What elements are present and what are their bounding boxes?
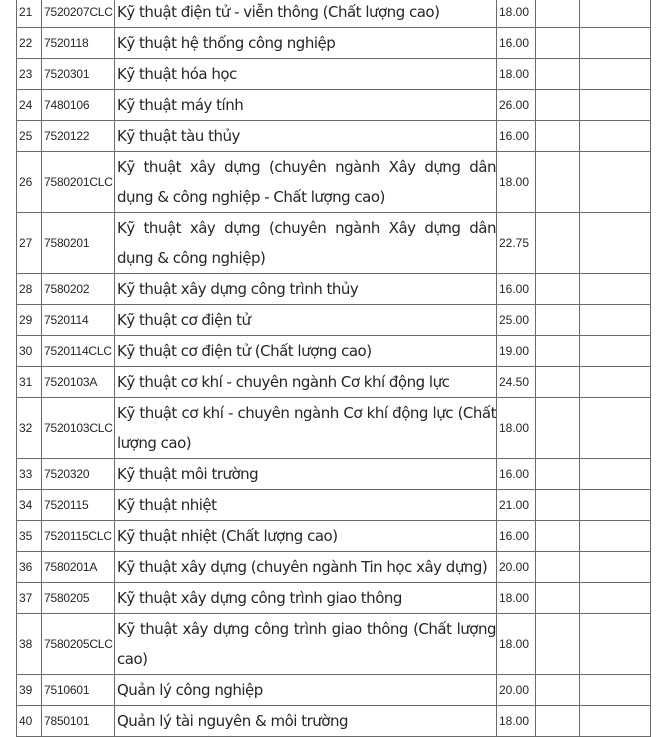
major-name-cell: Kỹ thuật xây dựng công trình giao thông (Chất lượng cao) (115, 614, 497, 675)
table-row (17, 521, 651, 552)
empty-cell (536, 675, 580, 706)
major-name-cell: Kỹ thuật hóa học (115, 59, 497, 90)
major-name-cell: Kỹ thuật tàu thủy (115, 121, 497, 152)
major-code-cell: 7510601 (42, 675, 115, 706)
major-code-cell: 7520118 (42, 28, 115, 59)
row-number-cell: 40 (17, 706, 42, 737)
empty-cell (536, 59, 580, 90)
row-number-cell: 33 (17, 459, 42, 490)
cutoff-score-cell: 16.00 (497, 28, 536, 59)
major-code-cell: 7520301 (42, 59, 115, 90)
major-code-cell: 7520115 (42, 490, 115, 521)
empty-cell (580, 583, 651, 614)
empty-cell (580, 305, 651, 336)
table-row (17, 28, 651, 59)
empty-cell (580, 367, 651, 398)
major-name-cell: Kỹ thuật cơ khí - chuyên ngành Cơ khí động lực (115, 367, 497, 398)
major-name-cell: Kỹ thuật môi trường (115, 459, 497, 490)
empty-cell (536, 583, 580, 614)
row-number-cell: 21 (17, 0, 42, 28)
table-row (17, 90, 651, 121)
cutoff-score-cell: 26.00 (497, 90, 536, 121)
major-name-cell: Kỹ thuật máy tính (115, 90, 497, 121)
cutoff-score-cell: 21.00 (497, 490, 536, 521)
cutoff-score-cell: 20.00 (497, 675, 536, 706)
cutoff-score-cell: 16.00 (497, 121, 536, 152)
cutoff-score-cell: 25.00 (497, 305, 536, 336)
major-name-cell: Quản lý tài nguyên & môi trường (115, 706, 497, 737)
empty-cell (536, 521, 580, 552)
table-row (17, 706, 651, 737)
major-code-cell: 7520320 (42, 459, 115, 490)
admission-score-table-wrapper (16, 0, 651, 737)
row-number-cell: 34 (17, 490, 42, 521)
empty-cell (536, 490, 580, 521)
major-name-cell: Kỹ thuật nhiệt (115, 490, 497, 521)
row-number-cell: 35 (17, 521, 42, 552)
major-code-cell: 7520103CLC (42, 398, 115, 459)
row-number-cell: 30 (17, 336, 42, 367)
empty-cell (536, 552, 580, 583)
table-row (17, 552, 651, 583)
major-code-cell: 7580201 (42, 213, 115, 274)
row-number-cell: 36 (17, 552, 42, 583)
row-number-cell: 27 (17, 213, 42, 274)
major-name-cell: Quản lý công nghiệp (115, 675, 497, 706)
cutoff-score-cell: 24.50 (497, 367, 536, 398)
empty-cell (536, 706, 580, 737)
table-row (17, 675, 651, 706)
empty-cell (580, 90, 651, 121)
major-name-cell: Kỹ thuật xây dựng công trình giao thông (115, 583, 497, 614)
major-name-cell: Kỹ thuật nhiệt (Chất lượng cao) (115, 521, 497, 552)
table-row (17, 490, 651, 521)
cutoff-score-cell: 18.00 (497, 59, 536, 90)
major-code-cell: 7850101 (42, 706, 115, 737)
empty-cell (580, 274, 651, 305)
empty-cell (580, 490, 651, 521)
table-row (17, 59, 651, 90)
empty-cell (536, 152, 580, 213)
cutoff-score-cell: 18.00 (497, 398, 536, 459)
empty-cell (580, 706, 651, 737)
cutoff-score-cell: 18.00 (497, 706, 536, 737)
major-name-cell: Kỹ thuật cơ khí - chuyên ngành Cơ khí động lực (Chất lượng cao) (115, 398, 497, 459)
major-code-cell: 7580205 (42, 583, 115, 614)
major-code-cell: 7480106 (42, 90, 115, 121)
major-code-cell: 7520103A (42, 367, 115, 398)
row-number-cell: 32 (17, 398, 42, 459)
major-name-cell: Kỹ thuật xây dựng (chuyên ngành Xây dựng dân dụng & công nghiệp) (115, 213, 497, 274)
cutoff-score-cell: 20.00 (497, 552, 536, 583)
table-row (17, 614, 651, 675)
major-code-cell: 7520114CLC (42, 336, 115, 367)
major-name-cell: Kỹ thuật cơ điện tử (Chất lượng cao) (115, 336, 497, 367)
table-body (17, 0, 651, 737)
table-row (17, 305, 651, 336)
table-row (17, 459, 651, 490)
cutoff-score-cell: 16.00 (497, 459, 536, 490)
row-number-cell: 23 (17, 59, 42, 90)
table-row (17, 583, 651, 614)
empty-cell (536, 305, 580, 336)
empty-cell (536, 0, 580, 28)
major-code-cell: 7580202 (42, 274, 115, 305)
major-name-cell: Kỹ thuật xây dựng (chuyên ngành Xây dựng dân dụng & công nghiệp - Chất lượng cao) (115, 152, 497, 213)
cutoff-score-cell: 18.00 (497, 152, 536, 213)
cutoff-score-cell: 19.00 (497, 336, 536, 367)
empty-cell (580, 28, 651, 59)
table-row (17, 367, 651, 398)
table-row (17, 213, 651, 274)
empty-cell (536, 274, 580, 305)
row-number-cell: 22 (17, 28, 42, 59)
empty-cell (580, 459, 651, 490)
row-number-cell: 39 (17, 675, 42, 706)
row-number-cell: 24 (17, 90, 42, 121)
row-number-cell: 29 (17, 305, 42, 336)
major-code-cell: 7520115CLC (42, 521, 115, 552)
major-name-cell: Kỹ thuật cơ điện tử (115, 305, 497, 336)
cutoff-score-cell: 18.00 (497, 614, 536, 675)
table-row (17, 121, 651, 152)
empty-cell (580, 614, 651, 675)
row-number-cell: 38 (17, 614, 42, 675)
row-number-cell: 28 (17, 274, 42, 305)
empty-cell (536, 367, 580, 398)
major-name-cell: Kỹ thuật điện tử - viễn thông (Chất lượng cao) (115, 0, 497, 28)
major-code-cell: 7520114 (42, 305, 115, 336)
row-number-cell: 26 (17, 152, 42, 213)
empty-cell (536, 614, 580, 675)
admission-score-table (16, 0, 651, 737)
empty-cell (580, 398, 651, 459)
empty-cell (536, 459, 580, 490)
cutoff-score-cell: 22.75 (497, 213, 536, 274)
cutoff-score-cell: 16.00 (497, 274, 536, 305)
row-number-cell: 31 (17, 367, 42, 398)
empty-cell (580, 213, 651, 274)
empty-cell (580, 521, 651, 552)
major-code-cell: 7580205CLC (42, 614, 115, 675)
major-code-cell: 7520122 (42, 121, 115, 152)
empty-cell (536, 28, 580, 59)
major-name-cell: Kỹ thuật xây dựng công trình thủy (115, 274, 497, 305)
table-row (17, 0, 651, 28)
cutoff-score-cell: 18.00 (497, 583, 536, 614)
empty-cell (580, 121, 651, 152)
empty-cell (536, 90, 580, 121)
empty-cell (536, 213, 580, 274)
empty-cell (580, 152, 651, 213)
row-number-cell: 25 (17, 121, 42, 152)
table-row (17, 274, 651, 305)
cutoff-score-cell: 18.00 (497, 0, 536, 28)
empty-cell (580, 59, 651, 90)
empty-cell (536, 398, 580, 459)
empty-cell (536, 121, 580, 152)
table-row (17, 336, 651, 367)
empty-cell (580, 552, 651, 583)
major-code-cell: 7580201CLC (42, 152, 115, 213)
empty-cell (580, 675, 651, 706)
major-name-cell: Kỹ thuật hệ thống công nghiệp (115, 28, 497, 59)
empty-cell (580, 0, 651, 28)
cutoff-score-cell: 16.00 (497, 521, 536, 552)
row-number-cell: 37 (17, 583, 42, 614)
empty-cell (536, 336, 580, 367)
table-row (17, 398, 651, 459)
major-code-cell: 7580201A (42, 552, 115, 583)
table-row (17, 152, 651, 213)
major-name-cell: Kỹ thuật xây dựng (chuyên ngành Tin học xây dựng) (115, 552, 497, 583)
empty-cell (580, 336, 651, 367)
major-code-cell: 7520207CLC (42, 0, 115, 28)
